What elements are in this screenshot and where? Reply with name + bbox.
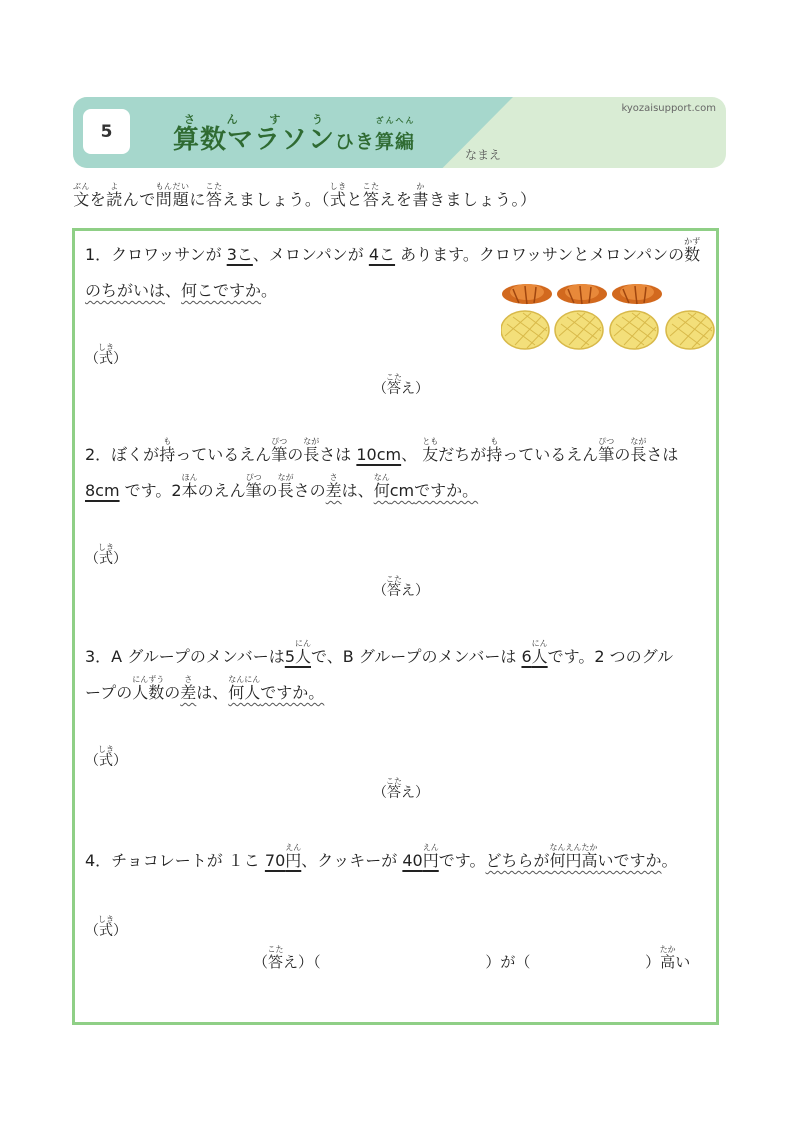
formula-label: （式しき）	[85, 343, 127, 367]
site-url: kyozaisupport.com	[621, 103, 716, 114]
answer-label: （答こたえ）	[373, 373, 429, 397]
croissant-icon	[612, 284, 662, 304]
croissant-icon	[502, 284, 552, 304]
answer-label: （答こたえ）	[373, 777, 429, 801]
bread-illustration	[501, 279, 717, 351]
answer-label: （答こたえ）	[253, 945, 314, 971]
melon-pan-icon	[501, 311, 549, 349]
formula-label: （式しき）	[85, 915, 127, 939]
formula-label: （式しき）	[85, 745, 127, 769]
answer-comparison-line: （答こたえ）（ ）が（ ）高たかい	[253, 945, 691, 971]
worksheet-header	[73, 97, 726, 168]
question-2: 2．ぼくが持もっているえん筆ぴつの長ながさは 10cm、 友ともだちが持もっているえん筆ぴつの長ながさは 8cm です。2本ほんのえん筆ぴつの長ながさの差さは、何なんcmですか。	[85, 437, 679, 500]
instruction-text: 文ぶんを読よんで問題もんだいに答こたえましょう。（式しきと答こたえを書かきましょう。）	[73, 182, 537, 209]
answer-label: （答こたえ）	[373, 575, 429, 599]
melon-pan-icon	[610, 311, 658, 349]
formula-label: （式しき）	[85, 543, 127, 567]
question-1: 1．クロワッサンが 3こ、メロンパンが 4こ あります。クロワッサンとメロンパンの数かず のちがいは、何こですか。	[85, 237, 701, 300]
melon-pan-icon	[555, 311, 603, 349]
question-4: 4．チョコレートが １こ 70円えん、クッキーが 40円えんです。どちらが何円高なんえんたかいですか。	[85, 843, 678, 870]
question-frame	[72, 228, 719, 1025]
name-label: なまえ	[465, 148, 502, 162]
worksheet-number: 5	[83, 109, 130, 154]
worksheet-title: 算数マラソンさんすうひき算編ざんへん	[173, 113, 416, 155]
croissant-icon	[557, 284, 607, 304]
question-3: 3．A グループのメンバーは5人にんで、B グループのメンバーは 6人にんです。2 つのグル ープの人数にんずうの差さは、何人なんにんですか。	[85, 639, 674, 702]
melon-pan-icon	[666, 311, 714, 349]
